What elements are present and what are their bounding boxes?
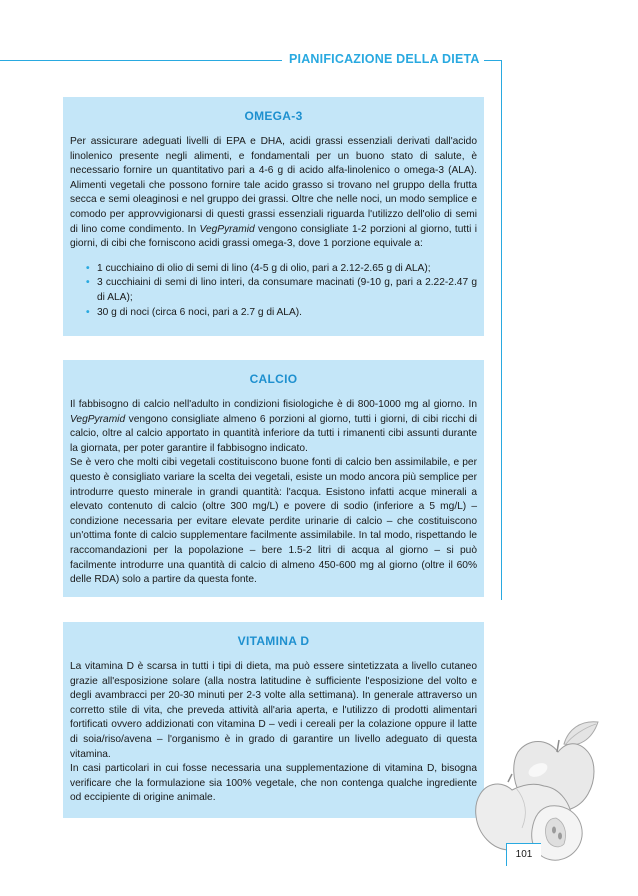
list-item: • 1 cucchiaino di olio di semi di lino (4-5 g di olio, pari a 2.12-2.65 g di ALA);: [86, 262, 477, 277]
bullet-icon: •: [86, 277, 90, 289]
omega3-box: [63, 97, 484, 336]
vegpyramid-emphasis: VegPyramid: [70, 413, 126, 425]
omega3-text: Per assicurare adeguati livelli di EPA e DHA, acidi grassi essenziali derivati dall'acido linolenico presente negli alimenti, e fondamentali per un buono stato di salute, è necessario fornire un quantitativo pari a 4-6 g di acido alfa-linolenico o omega-3 (ALA). Alimenti vegetali che possono fornire tale acido grasso si trovano nel gruppo della frutta secca e semi oleaginosi e nel gruppo dei grassi. Oltre che nelle noci, un modo semplice e comodo per approvvigionarsi di questi grassi essenziali riguarda l'utilizzo dell'olio di semi di lino come condimento. In: [70, 136, 477, 235]
header-rule-left: [0, 60, 282, 61]
vitamina-d-paragraph-2: In casi particolari in cui fosse necessaria una supplementazione di vitamina D, bisogna verificare che la formulazione sia 100% vegetale, che non contenga qualche ingrediente od eccipiente di origine animale.: [70, 763, 477, 804]
section-header-title: PIANIFICAZIONE DELLA DIETA: [289, 52, 480, 66]
list-item: • 30 g di noci (circa 6 noci, pari a 2.7 g di ALA).: [86, 306, 477, 321]
calcio-paragraph-1: Il fabbisogno di calcio nell'adulto in condizioni fisiologiche è di 800-1000 mg al giorno. In VegPyramid vengono consigliate almeno 6 porzioni al giorno, tutti i giorni, di cibi ricchi di calcio, oltre al calcio apportato in quantità inferiore da tutti i rimanenti cibi assunti durante la giornata, per poter garantire il fabbisogno indicato.: [70, 399, 477, 454]
vitamina-d-title: VITAMINA D: [237, 634, 310, 648]
apple-illustration: [468, 718, 638, 868]
omega3-paragraph: [70, 135, 477, 252]
margin-rule-vertical: [501, 60, 502, 600]
vitamina-d-box: [63, 622, 484, 818]
vitamina-d-paragraph-1: La vitamina D è scarsa in tutti i tipi di dieta, ma può essere sintetizzata a livello cutaneo grazie all'esposizione solare (alla nostra latitudine è sufficiente l'esposizione del volto e degli avambracci per 20-30 minuti per 2-3 volte alla settimana). In generale attraverso un corretto stile di vita, che preveda attività all'aria aperta, e l'utilizzo di prodotti alimentari fortificati ovvero addizionati con vitamina D – vedi i cereali per la colazione oppure il latte di soia/riso/avena – l'organismo è in grado di garantire un livello adeguato di questa vitamina.: [70, 661, 477, 760]
header-rule-right: [484, 60, 502, 61]
page-number: 101: [506, 843, 541, 866]
omega3-portion-list: [70, 262, 477, 320]
omega3-text-end: vengono consigliate 1-2 porzioni al giorno, tutti i giorni, di cibi che forniscono acidi grassi omega-3, dove 1 porzione equivale a:: [70, 223, 477, 250]
calcio-title: CALCIO: [249, 372, 298, 386]
list-item: • 3 cucchiaini di semi di lino interi, da consumare macinati (9-10 g, pari a 2.22-2.47 g di ALA);: [86, 277, 477, 303]
bullet-icon: •: [86, 262, 90, 274]
vegpyramid-emphasis: VegPyramid: [199, 223, 255, 235]
bullet-icon: •: [86, 306, 90, 318]
calcio-paragraph-2: Se è vero che molti cibi vegetali costituiscono buone fonti di calcio ben assimilabile, e per questo è consigliato variare la scelta dei vegetali, esiste un modo ancora più semplice per introdurre questo minerale in grandi quantità: l'acqua. Esistono infatti acque minerali a elevato contenuto di calcio (oltre 300 mg/L) e povere di sodio (inferiore a 5 mg/L) – condizione necessaria per evitare elevate perdite urinarie di calcio – che costituiscono un'ottima fonte di calcio supplementare facilmente assimilabile. In tal modo, rispettando le raccomandazioni per la popolazione – bere 1.5-2 litri di acqua al giorno – si può facilmente introdurre una quantità di calcio di almeno 450-600 mg al giorno (oltre il 60% delle RDA) solo a partire da questa fonte.: [70, 457, 477, 586]
omega3-title: OMEGA-3: [244, 109, 303, 123]
calcio-box: [63, 360, 484, 597]
